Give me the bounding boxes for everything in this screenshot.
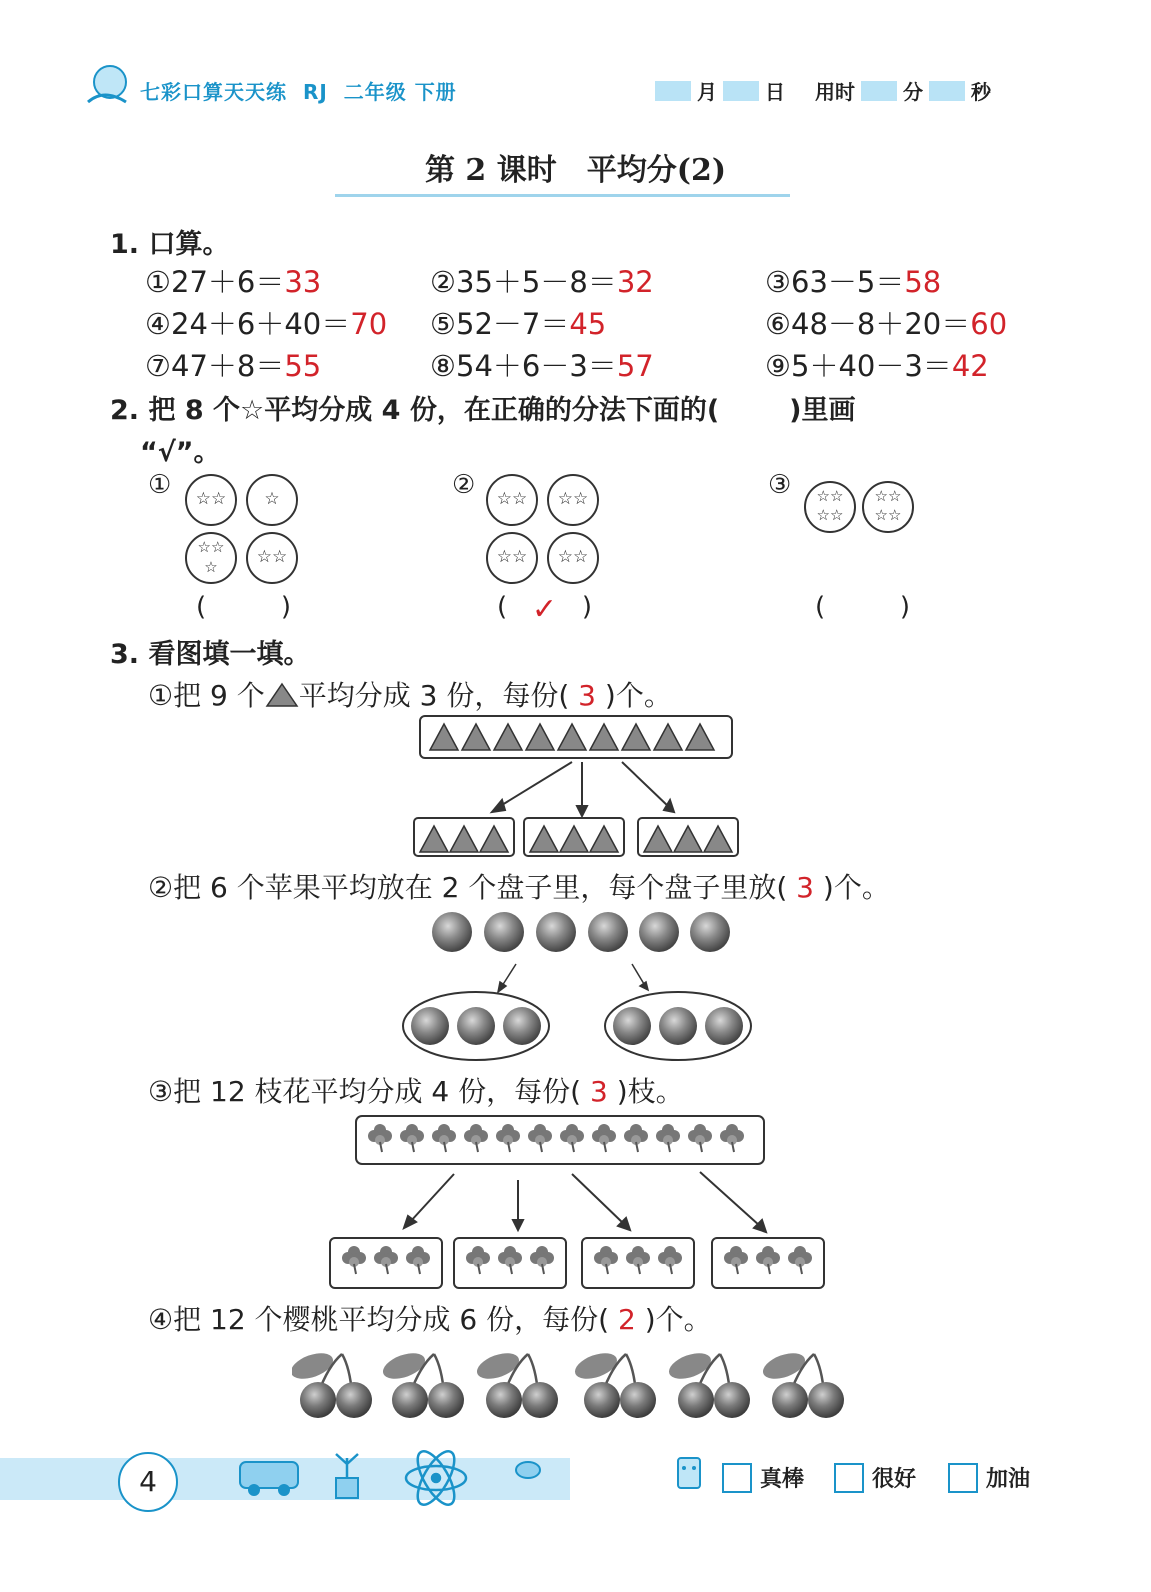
second-blank (929, 81, 965, 101)
apple-groups-figure (400, 906, 760, 1066)
triangle-icon (265, 682, 299, 708)
header-date-fields: 月 日 用时 分 秒 (655, 76, 991, 105)
flower-diagram (328, 1112, 828, 1298)
q1-row: ⑦47＋8＝55 ⑧54＋6－3＝57 ⑨5＋40－3＝42 (145, 349, 989, 383)
star-group: ☆☆ (486, 532, 538, 584)
answer-paren: ( ) (815, 592, 910, 622)
rating-great[interactable]: 真棒 (722, 1462, 804, 1493)
q3-item-2: ②把 6 个苹果平均放在 2 个盘子里，每个盘子里放( 3 )个。 (148, 871, 890, 904)
star-group: ☆☆☆☆ (804, 481, 856, 533)
q1-grid (145, 260, 1095, 386)
atom-icon (406, 1448, 466, 1508)
q1-row: ①27＋6＝33 ②35＋5－8＝32 ③63－5＝58 (145, 265, 942, 299)
page-number: 4 (118, 1452, 178, 1512)
flower-groups-figure (328, 1112, 828, 1294)
footer-decorations (236, 1448, 556, 1512)
minute-blank (861, 81, 897, 101)
q3-item-3: ③把 12 枝花平均分成 4 份，每份( 3 )枝。 (148, 1075, 684, 1108)
rating-checkbox[interactable] (722, 1463, 752, 1493)
q3-item-1: ①把 9 个 平均分成 3 份，每份( 3 )个。 (148, 679, 672, 712)
apple-diagram (400, 906, 760, 1070)
cherry-pairs-figure (292, 1340, 867, 1420)
star-group: ☆☆☆ (185, 532, 237, 584)
cherry-diagram (292, 1340, 867, 1424)
q2-heading-line2: “√”。 (140, 437, 221, 468)
q3-heading: 3. 看图填一填。 (110, 639, 311, 670)
option-number: ① (148, 470, 172, 500)
star-group: ☆☆ (547, 474, 599, 526)
month-blank (655, 81, 691, 101)
rating-good[interactable]: 很好 (834, 1462, 916, 1493)
answer-paren: ( ✓ ) (497, 592, 592, 627)
q3-item-4: ④把 12 个樱桃平均分成 6 份，每份( 2 )个。 (148, 1303, 712, 1336)
answer-paren: ( ) (196, 592, 291, 622)
lesson-title: 第 2 课时 平均分(2) (424, 153, 727, 188)
rating-try-harder[interactable]: 加油 (948, 1462, 1030, 1493)
mascot-icon (666, 1448, 710, 1498)
option-number: ② (452, 470, 476, 500)
star-group: ☆☆ (185, 474, 237, 526)
rating-checkbox[interactable] (948, 1463, 978, 1493)
star-group: ☆ (246, 474, 298, 526)
q1-row: ④24＋6＋40＝70 ⑤52－7＝45 ⑥48－8＋20＝60 (145, 307, 1008, 341)
triangle-groups-figure (412, 712, 747, 862)
header-book-title: 七彩口算天天练 RJ 二年级 下册 (140, 80, 457, 104)
q1-heading: 1. 口算。 (110, 229, 230, 260)
day-blank (723, 81, 759, 101)
q2-heading: 2. 把 8 个☆平均分成 4 份，在正确的分法下面的( )里画 (110, 395, 856, 426)
plant-icon (336, 1454, 358, 1498)
star-group: ☆☆☆☆ (862, 481, 914, 533)
rating-checkbox[interactable] (834, 1463, 864, 1493)
header-logo-icon (80, 58, 132, 108)
triangle-diagram (412, 712, 747, 866)
title-underline (335, 194, 790, 197)
star-group: ☆☆ (486, 474, 538, 526)
bus-icon (240, 1462, 298, 1496)
bird-icon (516, 1462, 540, 1478)
option-number: ③ (768, 470, 792, 500)
star-group: ☆☆ (547, 532, 599, 584)
star-group: ☆☆ (246, 532, 298, 584)
